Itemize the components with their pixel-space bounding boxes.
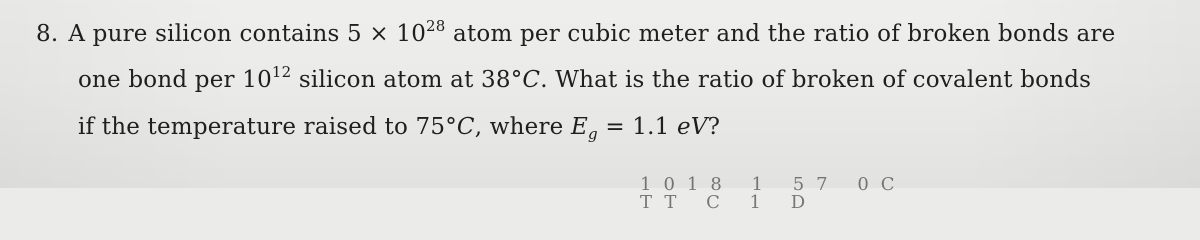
line1-text-b: atom per cubic meter and the ratio of broken bonds are xyxy=(445,21,1116,47)
line2-text-b: silicon atom at 38° xyxy=(291,67,523,93)
line2-text-a: one bond per 10 xyxy=(78,67,272,93)
line1-exponent: 28 xyxy=(426,17,446,35)
line3-text-a: if the temperature raised to 75° xyxy=(78,114,457,140)
line3-text-d: ? xyxy=(707,114,721,140)
problem-line-3 xyxy=(78,114,721,143)
energy-gap-subscript: g xyxy=(588,125,598,143)
line1-text-a: A pure silicon contains 5 × 10 xyxy=(68,21,427,47)
energy-unit: eV xyxy=(677,114,708,140)
line2-text-c: . What is the ratio of broken of covalent bonds xyxy=(540,67,1092,93)
line3-text-b: , where xyxy=(474,114,571,140)
line3-text-c: = 1.1 xyxy=(597,114,677,140)
cut-off-next-line xyxy=(640,174,960,213)
problem-line-1 xyxy=(36,17,1116,47)
line2-unit-c: C xyxy=(522,67,541,93)
cut-off-fragment: 1018 1 57 0C TT C 1 D xyxy=(640,174,907,213)
problem-number: 8. xyxy=(36,21,59,47)
energy-gap-symbol: E xyxy=(571,114,588,140)
problem-line-2 xyxy=(78,63,1092,93)
line2-exponent: 12 xyxy=(271,63,292,81)
line3-unit-c: C xyxy=(456,114,475,140)
